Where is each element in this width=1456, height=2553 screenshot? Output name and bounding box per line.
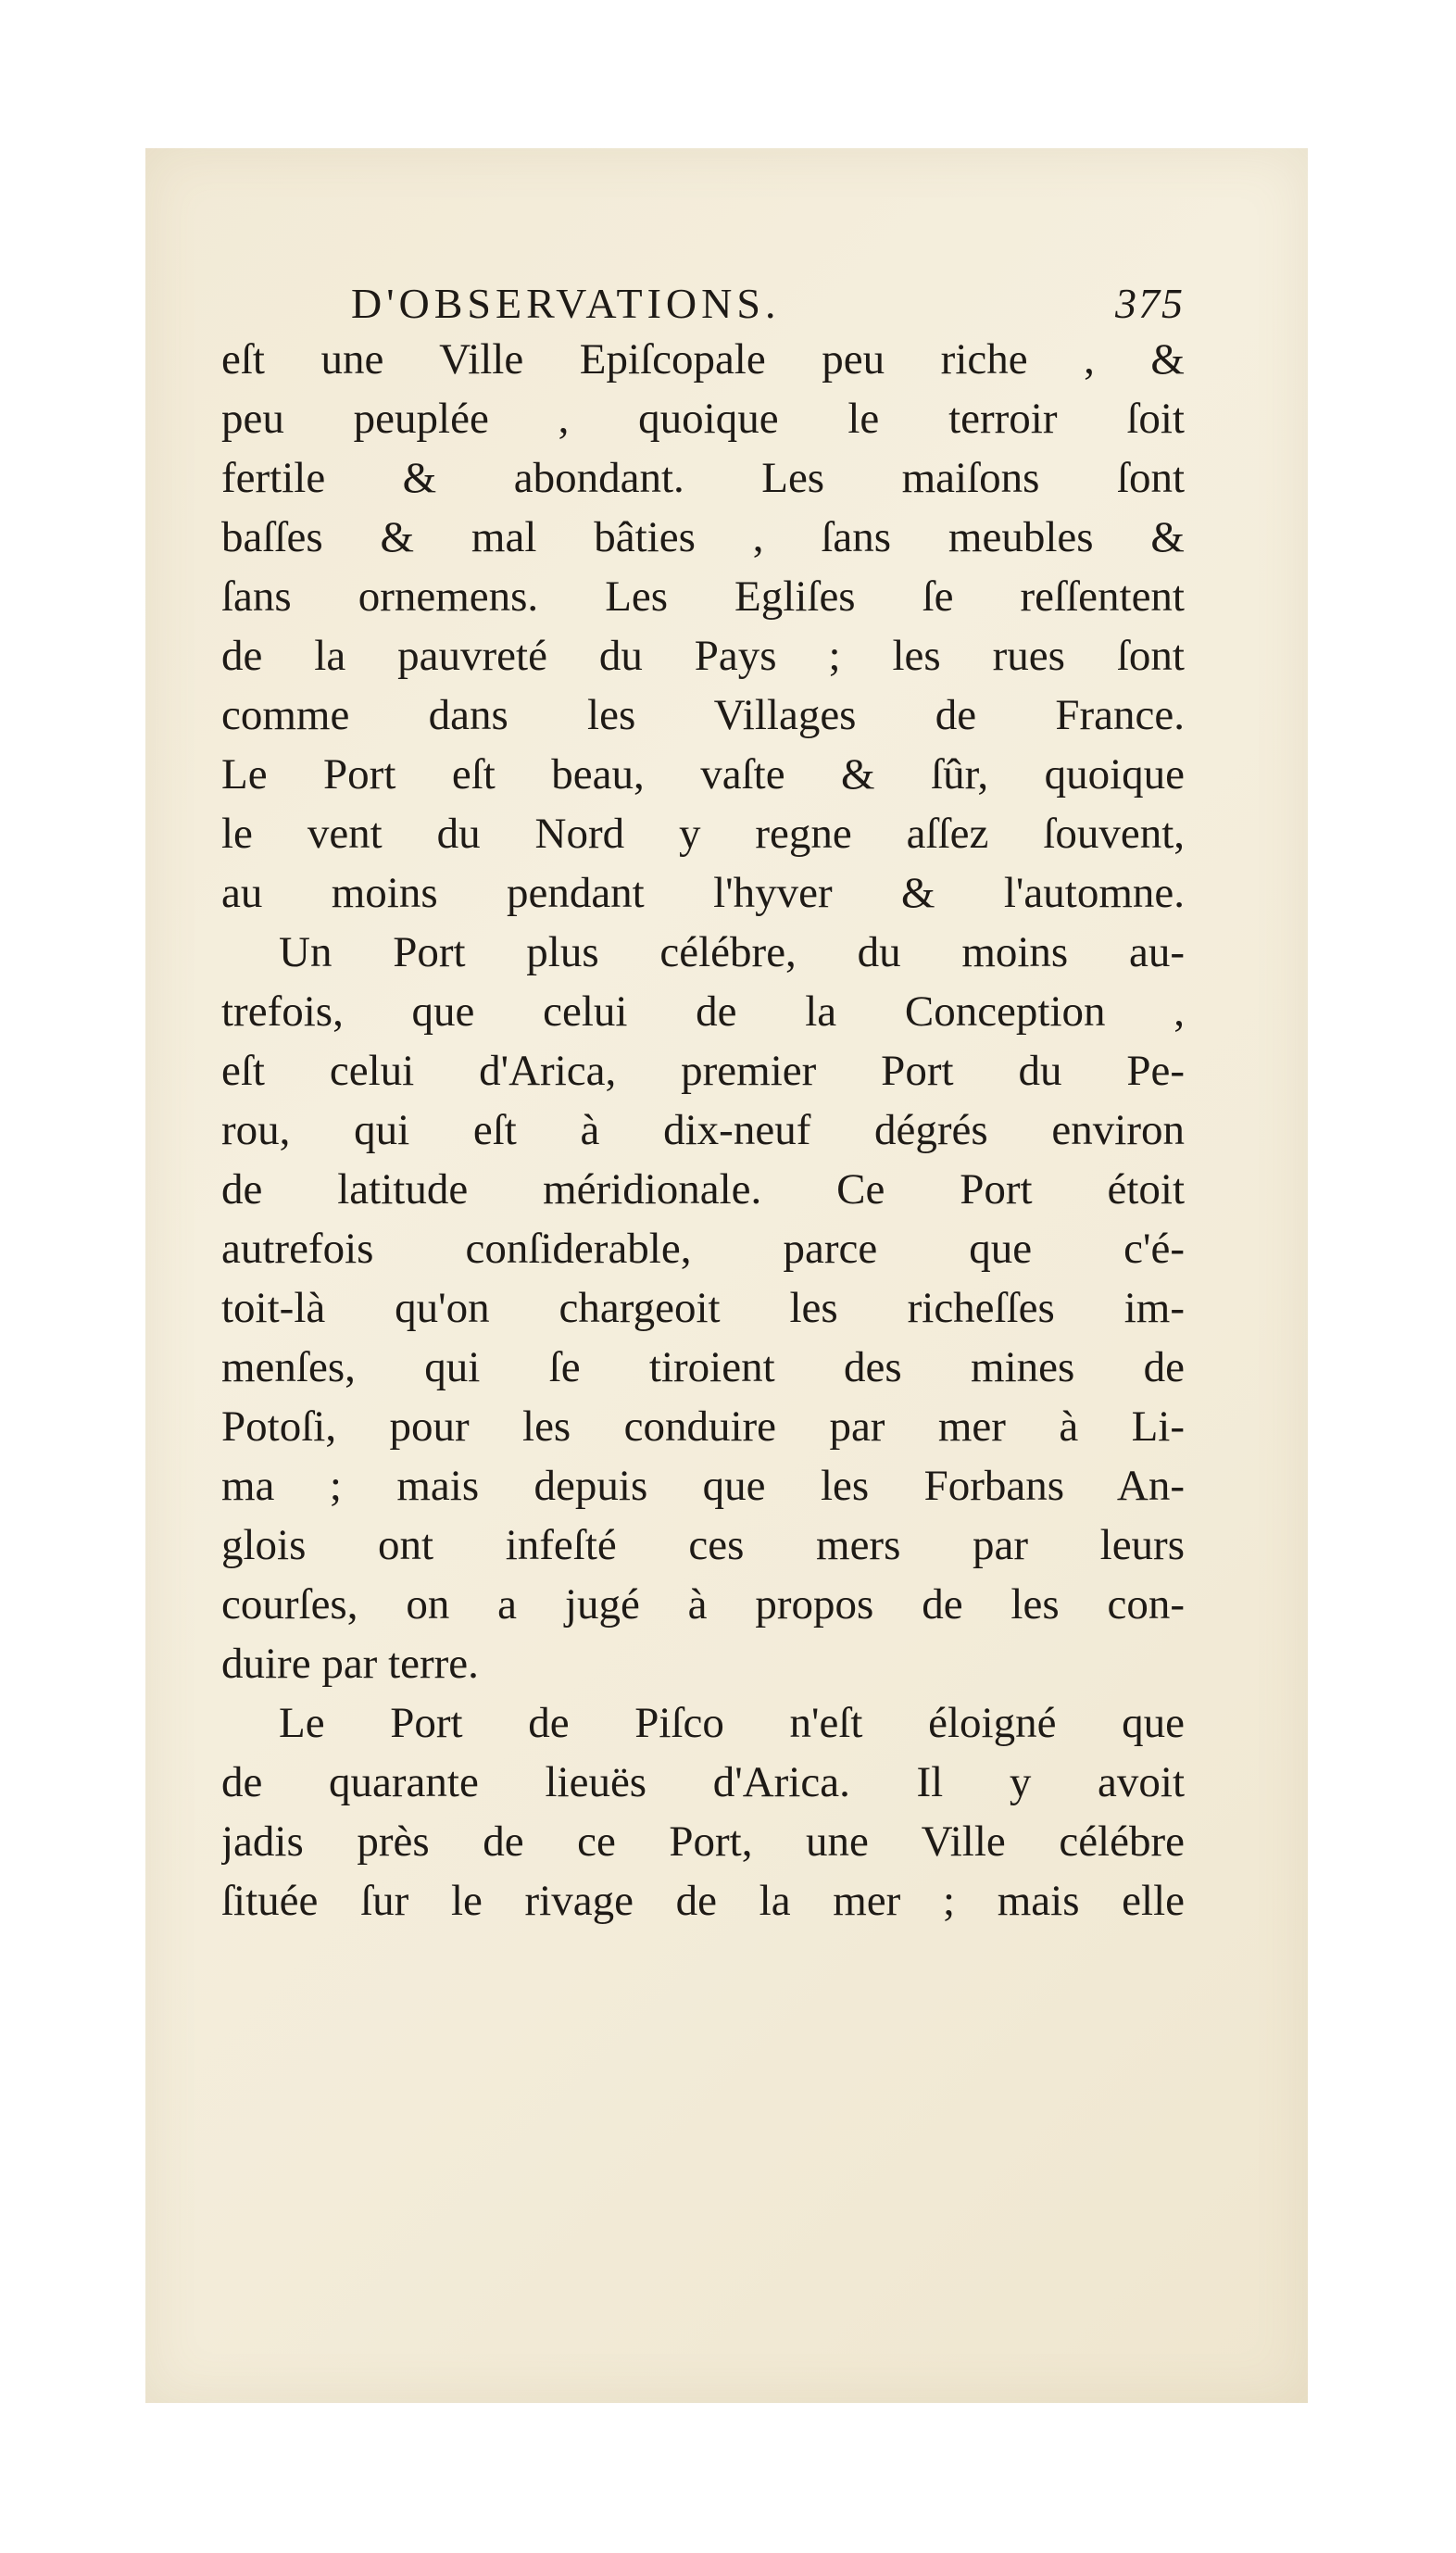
running-head: D'OBSERVATIONS. bbox=[351, 280, 781, 327]
text-line: peu peuplée , quoique le terroir ſoit bbox=[221, 395, 1185, 443]
text-line: fertile & abondant. Les maiſons ſont bbox=[221, 454, 1185, 502]
paragraph-3 bbox=[221, 1693, 1185, 1930]
text-line: de la pauvreté du Pays ; les rues ſont bbox=[221, 632, 1185, 680]
text-line: jadis près de ce Port, une Ville célébre bbox=[221, 1817, 1185, 1866]
text-line: autrefois conſiderable, parce que c'é- bbox=[221, 1225, 1185, 1273]
text-line: ma ; mais depuis que les Forbans An- bbox=[221, 1462, 1185, 1510]
book-page bbox=[145, 148, 1308, 2403]
text-line: Un Port plus célébre, du moins au- bbox=[279, 928, 1185, 976]
text-line: eſt une Ville Epiſcopale peu riche , & bbox=[221, 335, 1185, 384]
text-line: duire par terre. bbox=[221, 1640, 479, 1688]
text-line: menſes, qui ſe tiroient des mines de bbox=[221, 1343, 1185, 1391]
text-line: trefois, que celui de la Conception , bbox=[221, 987, 1185, 1036]
text-line: Le Port eſt beau, vaſte & ſûr, quoique bbox=[221, 750, 1185, 799]
text-line: Le Port de Piſco n'eſt éloigné que bbox=[279, 1699, 1185, 1747]
text-line: courſes, on a jugé à propos de les con- bbox=[221, 1580, 1185, 1629]
text-line: Potoſi, pour les conduire par mer à Li- bbox=[221, 1402, 1185, 1451]
text-line: eſt celui d'Arica, premier Port du Pe- bbox=[221, 1047, 1185, 1095]
text-line: de latitude méridionale. Ce Port étoit bbox=[221, 1165, 1185, 1214]
paragraph-2 bbox=[221, 923, 1185, 1693]
page-number: 375 bbox=[1115, 280, 1185, 327]
text-line: comme dans les Villages de France. bbox=[221, 691, 1185, 739]
text-line: ſituée ſur le rivage de la mer ; mais elle bbox=[221, 1877, 1185, 1925]
text-line: toit-là qu'on chargeoit les richeſſes im- bbox=[221, 1284, 1185, 1332]
text-line: glois ont infeſté ces mers par leurs bbox=[221, 1521, 1185, 1569]
paragraph-1 bbox=[221, 330, 1185, 923]
page-header bbox=[221, 278, 1185, 330]
text-line: de quarante lieuës d'Arica. Il y avoit bbox=[221, 1758, 1185, 1806]
text-line: baſſes & mal bâties , ſans meubles & bbox=[221, 513, 1185, 561]
text-line: rou, qui eſt à dix-neuf dégrés environ bbox=[221, 1106, 1185, 1154]
text-line: le vent du Nord y regne aſſez ſouvent, bbox=[221, 810, 1185, 858]
page-text bbox=[221, 278, 1185, 1930]
text-line: ſans ornemens. Les Egliſes ſe reſſentent bbox=[221, 572, 1185, 621]
text-line: au moins pendant l'hyver & l'automne. bbox=[221, 869, 1185, 917]
